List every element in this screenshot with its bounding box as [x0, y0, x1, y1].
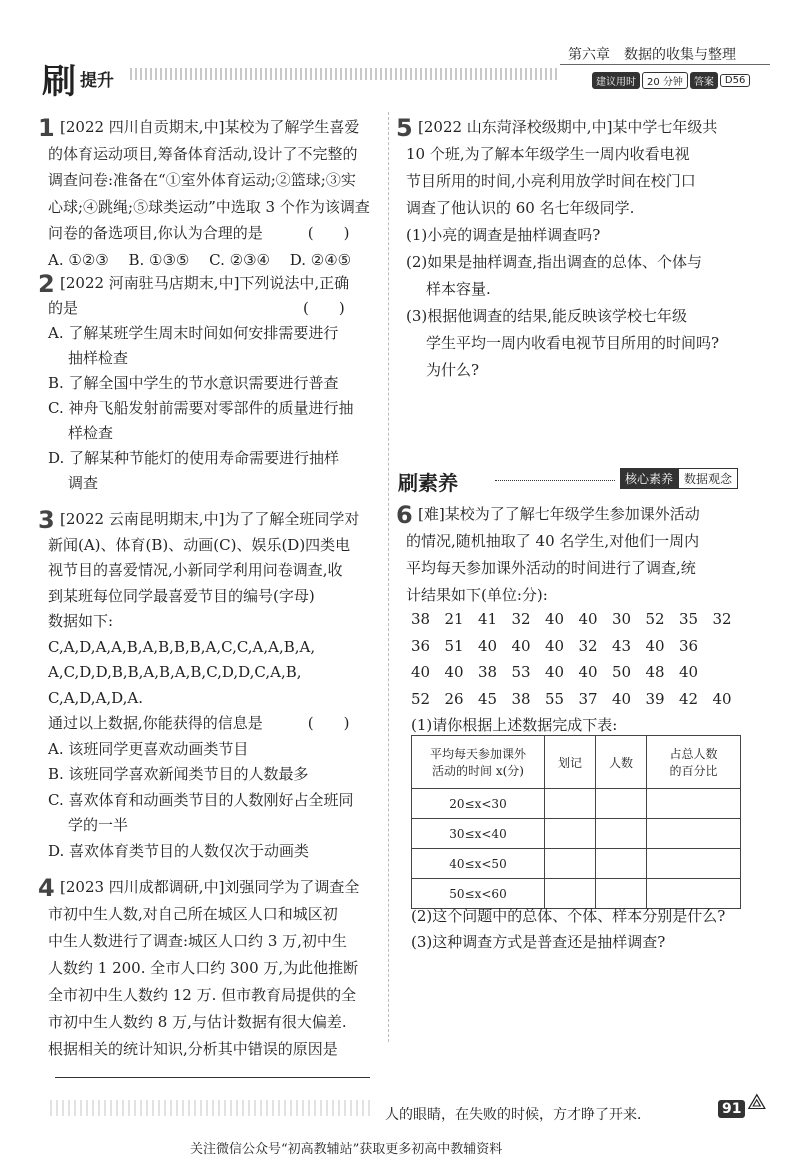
question-line: A. 了解某班学生周末时间如何安排需要进行 [48, 324, 339, 342]
question-line: 调查 [68, 474, 99, 492]
question-line: 通过以上数据,你能获得的信息是 ( ) [48, 714, 350, 732]
data-value: 52 [411, 689, 431, 708]
data-value: 26 [444, 689, 464, 708]
column-separator [388, 112, 389, 1042]
table-header-row [412, 736, 741, 789]
question-line: 为什么? [426, 361, 480, 379]
compass-icon: ⟁ [747, 1090, 767, 1115]
question-line: 根据相关的统计知识,分析其中错误的原因是 [48, 1040, 338, 1058]
data-value: 42 [679, 689, 699, 708]
data-value: 40 [411, 663, 431, 681]
question-line: 市初中生人数,对自己所在城区人口和城区初 [48, 905, 338, 923]
table-cell[interactable] [647, 789, 741, 819]
data-value: 36 [679, 636, 699, 655]
q6-part2: (2)这个问题中的总体、个体、样本分别是什么? [411, 907, 726, 925]
table-header-count: 人数 [596, 736, 647, 789]
answer-blank-line[interactable] [55, 1077, 370, 1078]
data-value: 40 [679, 663, 699, 681]
question-line: 的情况,随机抽取了 40 名学生,对他们一周内 [406, 532, 700, 550]
stat-table [411, 735, 741, 909]
section-rule [495, 480, 615, 481]
question-line: A. ①②③ B. ①③⑤ C. ②③④ D. ②④⑤ [48, 250, 352, 269]
question-line: 人数约 1 200. 全市人口约 300 万,为此他推断 [48, 959, 359, 977]
data-value: 51 [444, 636, 464, 655]
question-number: 1 [38, 114, 55, 142]
question-line: 抽样检查 [68, 349, 129, 367]
table-row: 40≤x<50 [412, 849, 741, 879]
header-hatch [130, 68, 560, 80]
data-value: 40 [645, 636, 665, 655]
header-rule [560, 64, 770, 65]
data-value: 40 [545, 636, 565, 655]
core-literacy-tag [620, 468, 738, 489]
question-line: 的体育运动项目,筹备体育活动,设计了不完整的 [48, 144, 358, 163]
table-cell[interactable] [647, 849, 741, 879]
data-value: 41 [478, 610, 498, 628]
page-number: 91 [718, 1100, 745, 1118]
question-line: 中生人数进行了调查:城区人口约 3 万,初中生 [48, 932, 347, 950]
data-value: 38 [478, 663, 498, 681]
table-cell[interactable] [545, 879, 596, 909]
data-value: 48 [645, 663, 665, 681]
question-line: 样本容量. [426, 280, 491, 298]
bottom-note: 关注微信公众号“初高教辅站”获取更多初高中教辅资料 [190, 1142, 503, 1157]
question-line: [难]某校为了了解七年级学生参加课外活动 [418, 505, 700, 523]
question-line: 全市初中生人数约 12 万. 但市教育局提供的全 [48, 986, 357, 1004]
question-line: 市初中生人数约 8 万,与估计数据有很大偏差. [48, 1013, 347, 1031]
table-cell[interactable] [596, 879, 647, 909]
data-value: 32 [578, 636, 598, 655]
question-line: [2023 四川成都调研,中]刘强同学为了调查全 [60, 878, 360, 896]
table-row: 50≤x<60 [412, 879, 741, 909]
core-tag-b: 数据观念 [678, 468, 738, 489]
question-line: 样检查 [68, 424, 114, 442]
data-value: 40 [545, 663, 565, 681]
data-value: 40 [612, 689, 632, 708]
question-line: [2022 云南昆明期末,中]为了了解全班同学对 [60, 510, 360, 528]
table-cell[interactable] [596, 789, 647, 819]
data-value: 32 [511, 610, 531, 628]
question-number: 4 [38, 874, 55, 902]
question-line: C. 喜欢体育和动画类节目的人数刚好占全班同 [48, 790, 354, 809]
table-header-tally: 划记 [545, 736, 596, 789]
table-header-time: 平均每天参加课外 活动的时间 x(分) [412, 736, 545, 789]
footer-hatch [50, 1100, 370, 1116]
question-line: C,A,D,A,D,A. [48, 688, 144, 707]
data-value: 40 [478, 636, 498, 655]
data-value: 39 [645, 689, 665, 708]
answer-label: 答案 [690, 72, 718, 89]
data-value: 37 [578, 689, 598, 708]
question-line: 视节目的喜爱情况,小新同学利用问卷调查,收 [48, 561, 343, 579]
question-number: 5 [396, 114, 413, 142]
table-cell[interactable] [545, 819, 596, 849]
q6-part1: (1)请你根据上述数据完成下表: [411, 716, 618, 734]
question-line: 调查了他认识的 60 名七年级同学. [406, 199, 635, 217]
table-cell[interactable] [647, 819, 741, 849]
data-value: 50 [612, 663, 632, 681]
data-value: 45 [478, 689, 498, 708]
question-number: 2 [38, 270, 55, 298]
question-line: [2022 四川自贡期末,中]某校为了解学生喜爱 [60, 118, 360, 136]
brand-subtitle: 提升 [80, 71, 114, 91]
question-line: (1)小亮的调查是抽样调查吗? [406, 226, 601, 244]
data-value: 53 [511, 663, 531, 681]
data-value: 30 [612, 610, 632, 628]
core-tag-a: 核心素养 [620, 468, 678, 489]
question-line: 调查问卷:准备在“①室外体育运动;②篮球;③实 [48, 171, 356, 189]
table-row: 30≤x<40 [412, 819, 741, 849]
data-value: 35 [679, 610, 699, 628]
question-line: A,C,D,D,B,B,A,B,A,B,C,D,D,C,A,B, [48, 663, 302, 681]
table-cell[interactable] [647, 879, 741, 909]
section-title: 刷素养 [398, 471, 458, 495]
footer-motto: 人的眼睛，在失败的时候，方才睁了开来． [385, 1107, 651, 1123]
question-line: [2022 河南驻马店期末,中]下列说法中,正确 [60, 274, 350, 292]
chapter-title: 第六章 数据的收集与整理 [568, 47, 736, 63]
question-line: 问卷的备选项目,你认为合理的是 ( ) [48, 224, 350, 242]
table-cell[interactable] [596, 819, 647, 849]
question-line: A. 该班同学更喜欢动画类节目 [48, 739, 249, 758]
question-line: (3)根据他调查的结果,能反映该学校七年级 [406, 307, 688, 325]
question-line: 的是 ( ) [48, 299, 345, 317]
question-line: (2)如果是抽样调查,指出调查的总体、个体与 [406, 253, 703, 271]
question-line: 学生平均一周内收看电视节目所用的时间吗? [426, 334, 720, 352]
question-number: 3 [38, 506, 55, 534]
data-value: 40 [444, 663, 464, 681]
data-value: 55 [545, 689, 565, 708]
data-value: 38 [411, 610, 431, 628]
section-heading [398, 467, 458, 496]
question-line: 平均每天参加课外活动的时间进行了调查,统 [406, 559, 696, 577]
question-line: 新闻(A)、体育(B)、动画(C)、娱乐(D)四类电 [48, 535, 351, 554]
question-line: 10 个班,为了解本年级学生一周内收看电视 [406, 145, 690, 163]
question-line: 节目所用的时间,小亮利用放学时间在校门口 [406, 172, 696, 190]
data-value: 40 [511, 636, 531, 655]
data-value: 40 [545, 610, 565, 628]
question-line: D. 喜欢体育类节目的人数仅次于动画类 [48, 841, 310, 860]
table-header-percent: 占总人数 的百分比 [647, 736, 741, 789]
data-value: 21 [444, 610, 464, 628]
table-cell[interactable] [545, 849, 596, 879]
data-value: 40 [712, 689, 732, 708]
answer-page: D56 [720, 74, 750, 87]
data-value: 43 [612, 636, 632, 655]
data-value: 52 [645, 610, 665, 628]
question-line: 计结果如下(单位:分): [406, 586, 548, 604]
question-number: 6 [396, 501, 413, 529]
table-cell[interactable] [545, 789, 596, 819]
table-row: 20≤x<30 [412, 789, 741, 819]
suggest-time: 20 分钟 [642, 72, 688, 89]
suggest-time-bar [592, 72, 750, 89]
data-value: 32 [712, 610, 732, 628]
brand-logo: 刷 [42, 62, 74, 102]
question-line: B. 了解全国中学生的节水意识需要进行普查 [48, 374, 339, 392]
q6-part3: (3)这种调查方式是普查还是抽样调查? [411, 933, 666, 951]
question-line: 数据如下: [48, 612, 114, 630]
data-value: 40 [578, 610, 598, 628]
question-line: 学的一半 [68, 816, 129, 834]
question-line: C,A,D,A,A,B,A,B,B,B,A,C,C,A,A,B,A, [48, 637, 316, 656]
question-line: [2022 山东菏泽校级期中,中]某中学七年级共 [418, 118, 718, 136]
question-line: 心球;④跳绳;⑤球类运动”中选取 3 个作为该调查 [48, 197, 370, 216]
data-value: 38 [511, 689, 531, 708]
suggest-label: 建议用时 [592, 72, 640, 89]
data-value: 40 [578, 663, 598, 681]
question-line: 到某班每位同学最喜爱节目的编号(字母) [48, 586, 315, 605]
question-line: B. 该班同学喜欢新闻类节目的人数最多 [48, 765, 309, 783]
question-line: C. 神舟飞船发射前需要对零部件的质量进行抽 [48, 399, 354, 417]
data-value: 36 [411, 636, 431, 655]
table-cell[interactable] [596, 849, 647, 879]
question-line: D. 了解某种节能灯的使用寿命需要进行抽样 [48, 449, 340, 467]
